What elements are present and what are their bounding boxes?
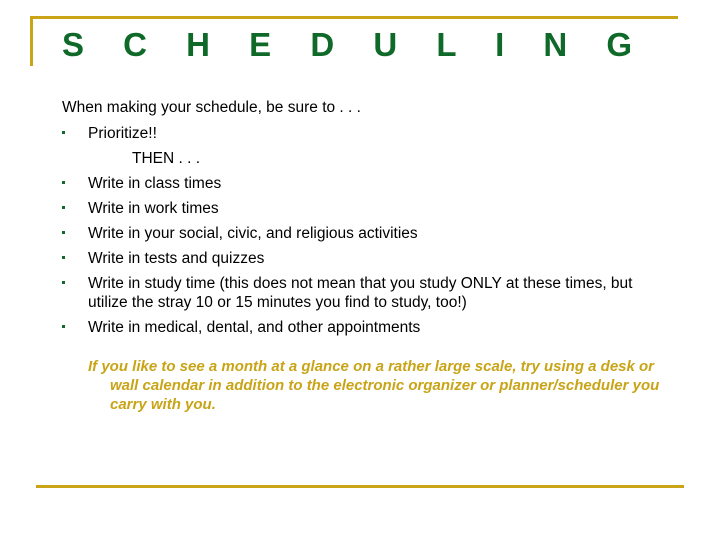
slide-title: S C H E D U L I N G (62, 26, 648, 63)
bullet-icon (62, 206, 65, 209)
left-rule (30, 16, 33, 66)
list-item-text: Write in work times (88, 200, 219, 217)
bullet-icon (62, 256, 65, 259)
bullet-icon (62, 325, 65, 328)
list-item (62, 174, 672, 193)
bullet-icon (62, 281, 65, 284)
list-item-text: Write in medical, dental, and other appointments (88, 319, 421, 336)
list-item-text: Write in tests and quizzes (88, 250, 265, 267)
list-item (62, 224, 672, 243)
list-item-text: Write in class times (88, 175, 222, 192)
list-item (62, 124, 672, 143)
list-item (62, 199, 672, 218)
slide-body (62, 98, 672, 414)
list-item (62, 274, 672, 312)
then-text: THEN . . . (132, 150, 201, 167)
bullet-icon (62, 181, 65, 184)
list-item-text: Prioritize!! (88, 125, 157, 142)
list-item (62, 249, 672, 268)
intro-text: When making your schedule, be sure to . . . (62, 99, 361, 116)
list-item-text: Write in study time (this does not mean that you study ONLY at these times, but utilize the stray 10 or 15 minutes you find to study, too!) (88, 275, 633, 311)
calendar-tip: If you like to see a month at a glance on a rather large scale, try using a desk or wall calendar in addition to the electronic organizer or planner/scheduler you carry with you. (88, 358, 660, 413)
bullet-icon (62, 231, 65, 234)
top-rule (30, 16, 678, 19)
bottom-rule (36, 485, 684, 488)
list-item-text: Write in your social, civic, and religious activities (88, 225, 418, 242)
list-item (62, 318, 672, 337)
bullet-icon (62, 131, 65, 134)
